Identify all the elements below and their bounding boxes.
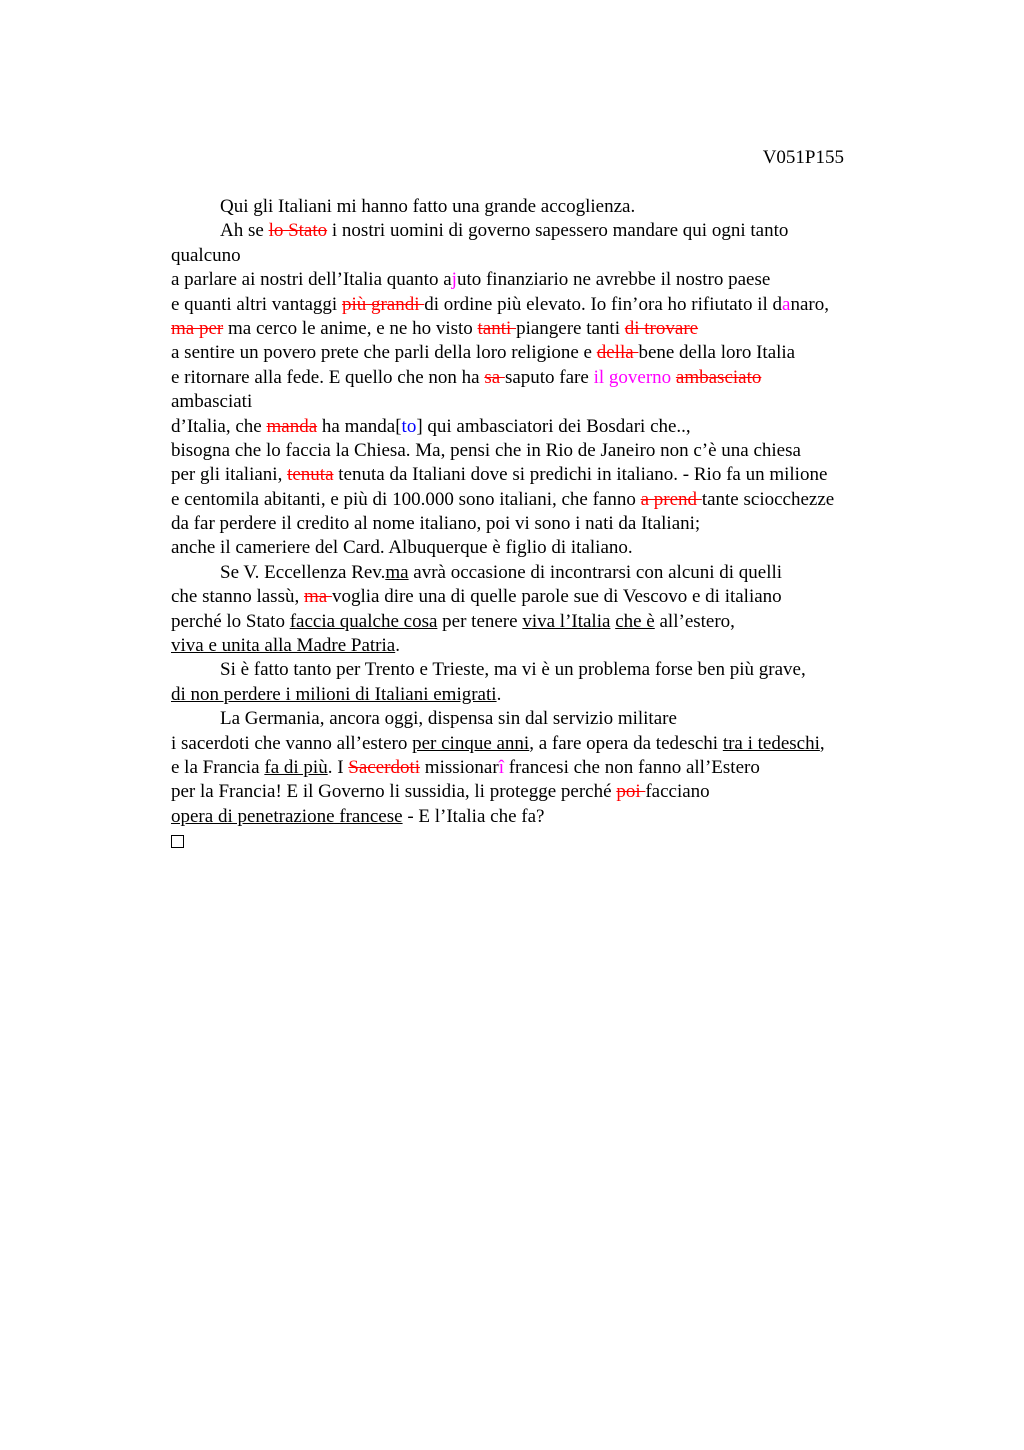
end-marker-line xyxy=(171,829,911,853)
text-segment: - E l’Italia che fa? xyxy=(402,805,545,827)
text-segment: e centomila abitanti, e più di 100.000 sono italiani, che fanno xyxy=(171,488,641,510)
text-segment: perché lo Stato xyxy=(171,610,290,632)
deleted-text: lo Stato xyxy=(268,220,328,242)
text-segment: ma cerco le anime, e ne ho visto xyxy=(223,317,478,339)
text-segment: saputo fare xyxy=(504,366,594,388)
text-segment: piangere tanti xyxy=(516,317,625,339)
text-segment: tante sciocchezze xyxy=(701,488,835,510)
text-line xyxy=(171,366,911,390)
underlined-text: ma xyxy=(385,561,409,583)
text-segment: Si è fatto tanto per Trento e Trieste, ma vi è un problema forse ben più grave, xyxy=(220,659,806,681)
underlined-text: opera di penetrazione francese xyxy=(171,805,403,827)
text-line xyxy=(171,293,911,317)
page-identifier: V051P155 xyxy=(762,147,844,168)
text-segment: uto finanziario ne avrebbe il nostro paese xyxy=(456,269,771,291)
text-segment: . xyxy=(395,635,400,657)
underlined-text: fa di più xyxy=(264,756,328,778)
text-segment: i sacerdoti che vanno all’estero xyxy=(171,732,413,754)
text-segment: ha manda[ xyxy=(317,415,402,437)
text-segment: da far perdere il credito al nome italiano, poi vi sono i nati da Italiani; xyxy=(171,513,701,535)
text-segment: Se V. Eccellenza Rev. xyxy=(220,561,386,583)
deleted-text: ambasciato xyxy=(675,366,762,388)
text-segment: francesi che non fanno all’Estero xyxy=(503,756,760,778)
text-segment: Ah se xyxy=(220,220,269,242)
underlined-text: viva l’Italia xyxy=(522,610,611,632)
deleted-text: tenuta xyxy=(287,464,334,486)
text-line xyxy=(171,658,911,682)
text-line xyxy=(171,317,911,341)
deleted-text: manda xyxy=(266,415,318,437)
deleted-text: della xyxy=(596,342,639,364)
text-line xyxy=(171,219,911,243)
text-segment: d’Italia, che xyxy=(171,415,267,437)
text-line xyxy=(171,512,911,536)
text-segment: per la Francia! E il Governo li sussidia, li protegge perché xyxy=(171,781,617,803)
text-segment: a sentire un povero prete che parli della loro religione e xyxy=(171,342,597,364)
deleted-text: poi xyxy=(616,781,646,803)
underlined-text: tra i tedeschi xyxy=(722,732,820,754)
text-segment: bene della loro Italia xyxy=(638,342,796,364)
text-line xyxy=(171,780,911,804)
deleted-text: sa xyxy=(484,366,505,388)
text-segment: e ritornare alla fede. E quello che non ha xyxy=(171,366,485,388)
text-line xyxy=(171,415,911,439)
text-line xyxy=(171,561,911,585)
deleted-text: Sacerdoti xyxy=(348,756,421,778)
text-line xyxy=(171,707,911,731)
deleted-text: più grandi xyxy=(341,293,425,315)
underlined-text: viva e unita alla Madre Patria xyxy=(171,635,396,657)
deleted-text: ma xyxy=(303,586,332,608)
text-segment: di ordine più elevato. Io fin’ora ho rifiutato il d xyxy=(424,293,783,315)
deleted-text: tanti xyxy=(477,317,517,339)
text-segment: . xyxy=(496,683,502,705)
text-segment: e quanti altri vantaggi xyxy=(171,293,342,315)
text-segment: La Germania, ancora oggi, dispensa sin dal servizio militare xyxy=(220,708,677,730)
underlined-text: che è xyxy=(615,610,655,632)
text-segment: , a fare opera da tedeschi xyxy=(529,732,723,754)
text-line xyxy=(171,756,911,780)
added-text: a xyxy=(782,293,791,315)
text-segment: , xyxy=(819,732,825,754)
text-line xyxy=(171,488,911,512)
text-segment: voglia dire una di quelle parole sue di Vescovo e di italiano xyxy=(331,586,782,608)
inserted-text: to xyxy=(401,415,417,437)
text-line xyxy=(171,390,911,414)
end-of-text-box-icon xyxy=(171,835,184,848)
text-segment: i nostri uomini di governo sapessero mandare qui ogni tanto xyxy=(327,220,789,242)
deleted-text: a prend xyxy=(640,488,702,510)
text-line xyxy=(171,463,911,487)
text-segment: bisogna che lo faccia la Chiesa. Ma, pensi che in Rio de Janeiro non c’è una chiesa xyxy=(171,439,801,461)
text-segment: missionar xyxy=(420,756,499,778)
underlined-text: di non perdere i milioni di Italiani emigrati xyxy=(171,683,497,705)
text-line xyxy=(171,585,911,609)
text-segment: avrà occasione di incontrarsi con alcuni di quelli xyxy=(408,561,783,583)
added-text: j xyxy=(451,269,457,291)
text-segment: . I xyxy=(327,756,349,778)
text-segment: ] qui ambasciatori dei Bosdari che.., xyxy=(416,415,691,437)
added-text: il governo xyxy=(593,366,672,388)
text-line xyxy=(171,732,911,756)
text-segment: anche il cameriere del Card. Albuquerque è figlio di italiano. xyxy=(171,537,633,559)
text-segment: naro, xyxy=(790,293,829,315)
text-line xyxy=(171,634,911,658)
text-segment: ambasciati xyxy=(171,391,253,413)
text-segment: Qui gli Italiani mi hanno fatto una grande accoglienza. xyxy=(220,196,636,217)
text-line xyxy=(171,536,911,560)
text-segment: per gli italiani, xyxy=(171,464,288,486)
text-segment: che stanno lassù, xyxy=(171,586,304,608)
text-line xyxy=(171,610,911,634)
deleted-text: ma per xyxy=(171,317,224,339)
text-segment: a parlare ai nostri dell’Italia quanto a xyxy=(171,269,452,291)
text-line xyxy=(171,683,911,707)
text-segment: facciano xyxy=(645,781,710,803)
text-line xyxy=(171,439,911,463)
text-segment: tenuta da Italiani dove si predichi in italiano. - Rio fa un milione xyxy=(333,464,828,486)
text-segment: e la Francia xyxy=(171,756,265,778)
text-line xyxy=(171,805,911,829)
text-line xyxy=(171,195,911,219)
text-line xyxy=(171,341,911,365)
underlined-text: per cinque anni xyxy=(412,732,530,754)
underlined-text: faccia qualche cosa xyxy=(289,610,438,632)
deleted-text: di trovare xyxy=(624,317,699,339)
text-segment: per tenere xyxy=(437,610,523,632)
letter-text xyxy=(171,195,911,854)
text-segment: qualcuno xyxy=(171,244,241,266)
text-segment: all’estero, xyxy=(654,610,735,632)
added-text: î xyxy=(498,756,504,778)
text-line xyxy=(171,268,911,292)
text-line xyxy=(171,244,911,268)
